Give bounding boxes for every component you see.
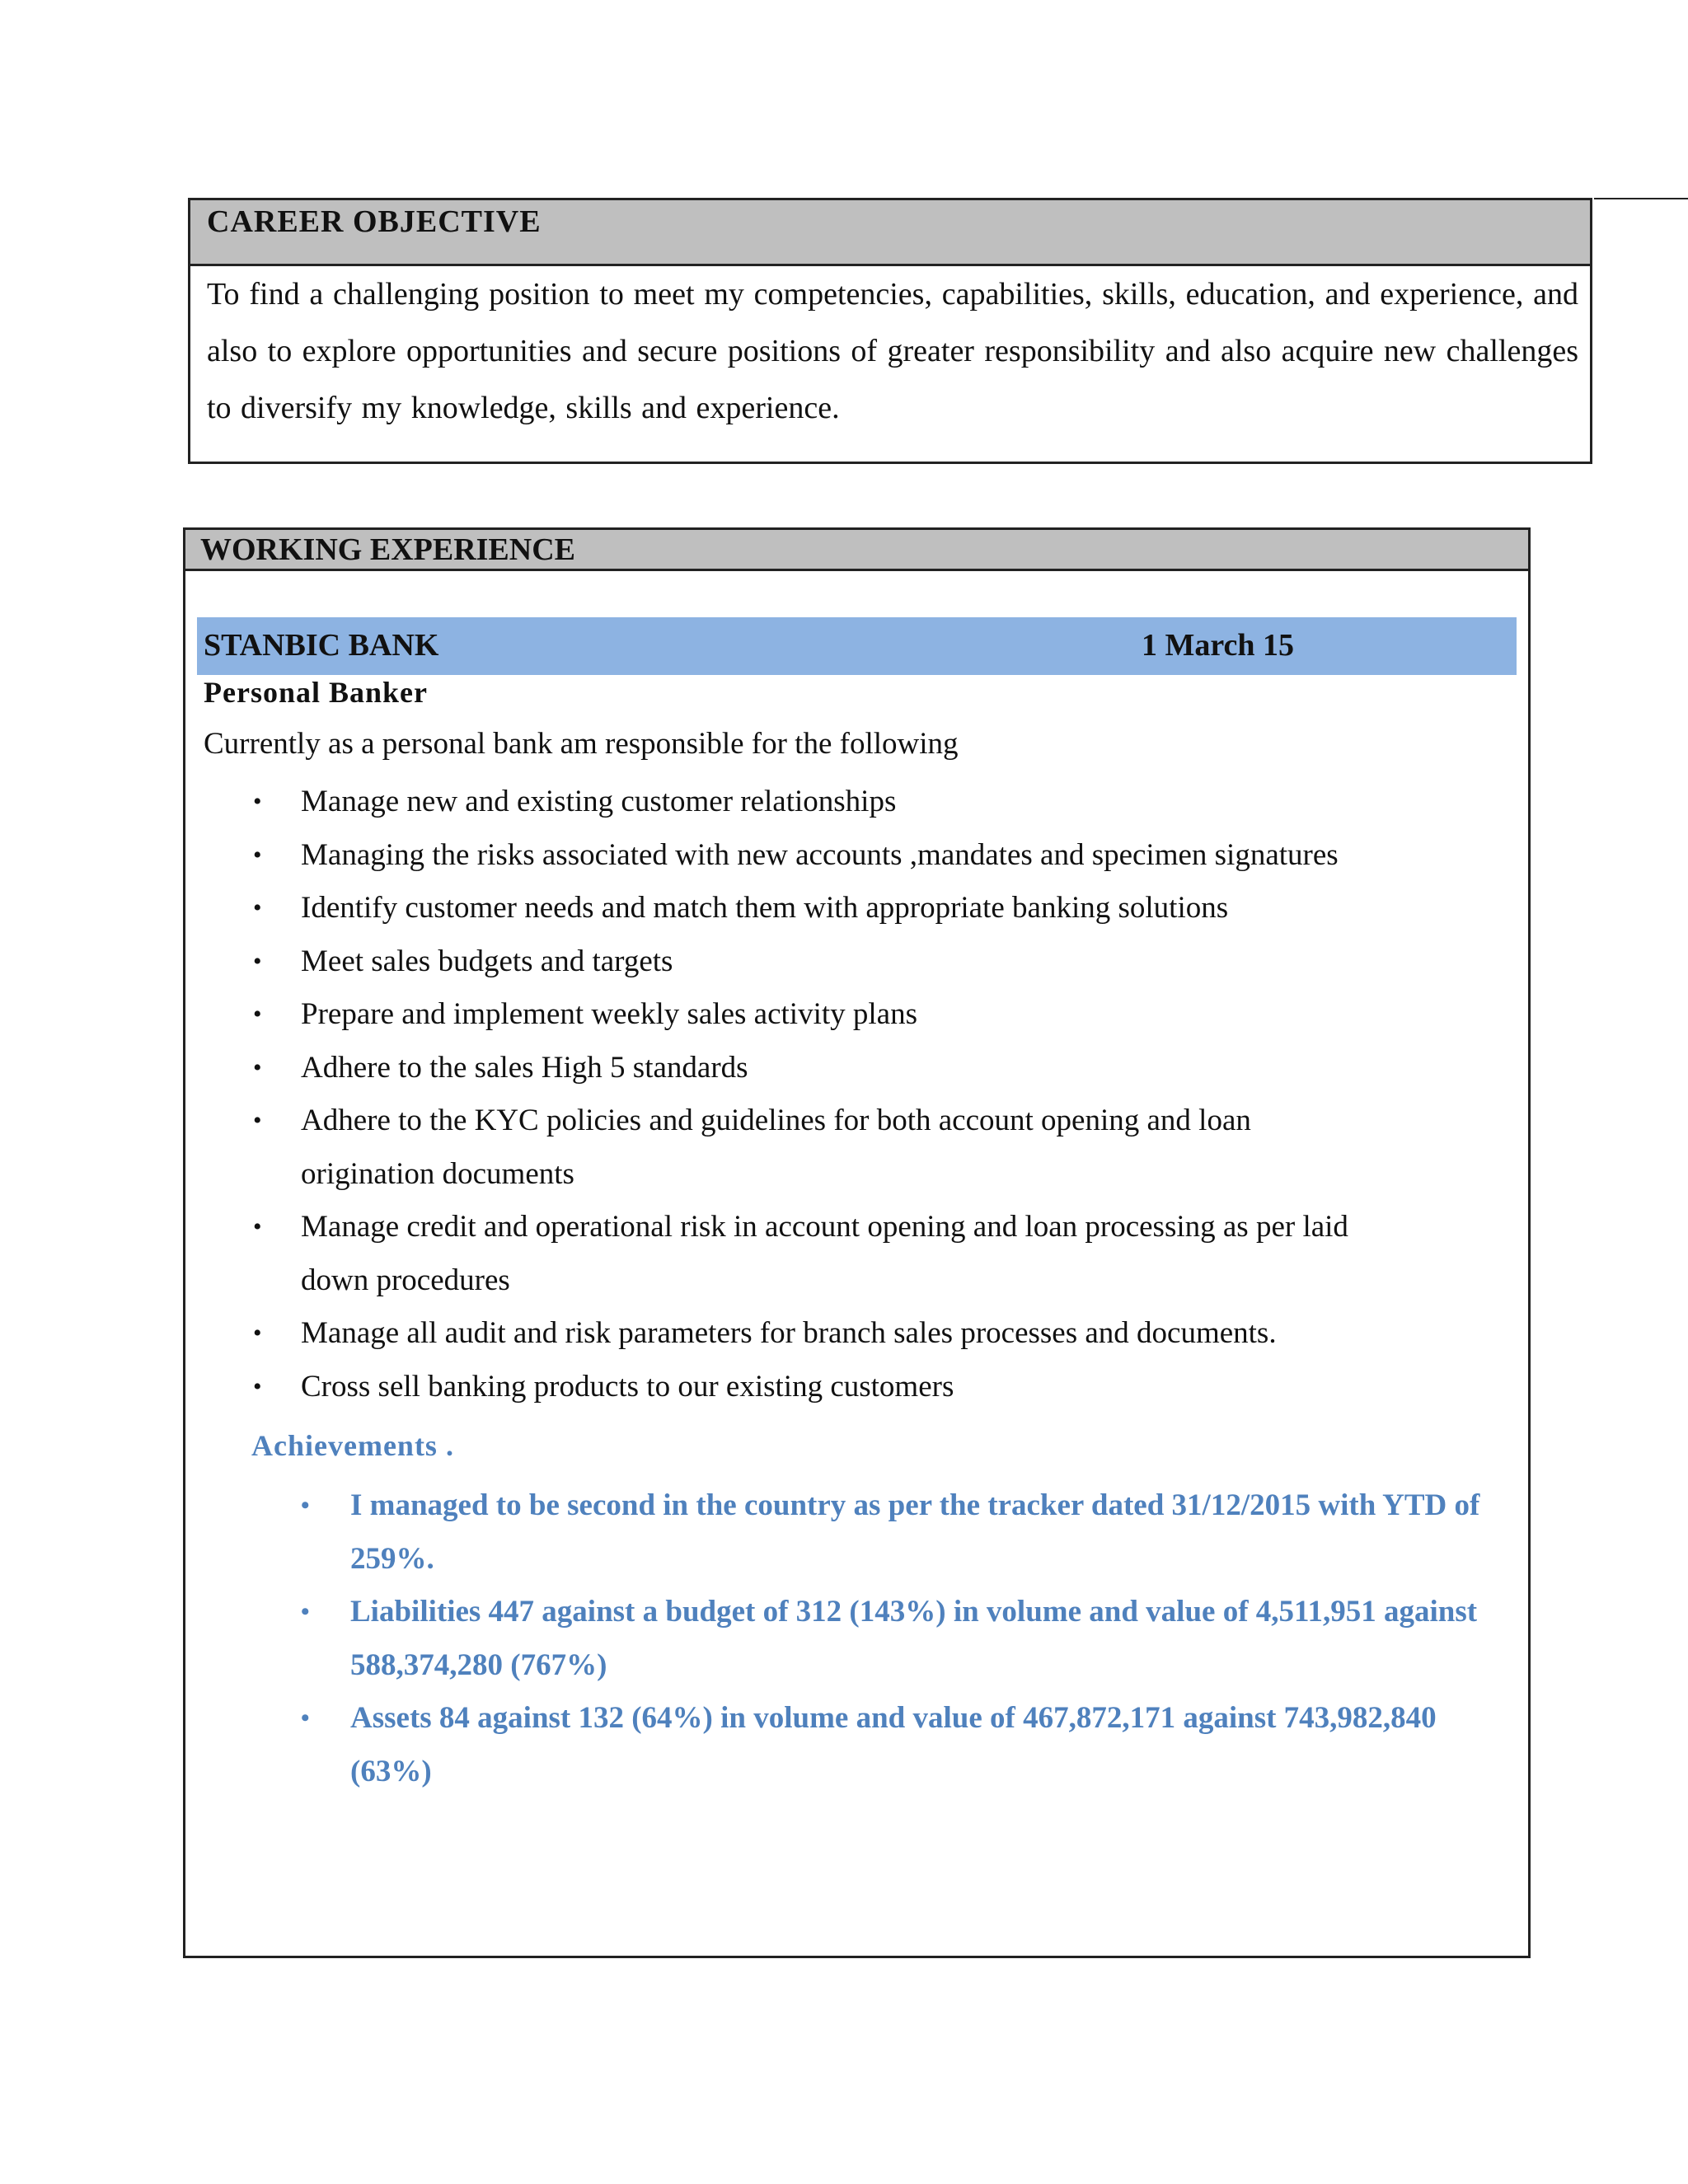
bullet-icon: • xyxy=(253,1001,262,1028)
bullet-icon: • xyxy=(253,947,262,975)
list-item: • Liabilities 447 against a budget of 312 (143%) in volume and value of 4,511,951 against 588,374,280 (767%) xyxy=(185,1586,1504,1692)
list-item: • Adhere to the KYC policies and guidelines for both account opening and loan origination documents xyxy=(185,1094,1471,1201)
achievements-title: Achievements . xyxy=(251,1429,454,1462)
working-experience-title: WORKING EXPERIENCE xyxy=(200,532,575,567)
list-item: • I managed to be second in the country as per the tracker dated 31/12/2015 with YTD of 259%. xyxy=(185,1479,1504,1586)
bullet-icon: • xyxy=(253,1213,262,1240)
employer-name: STANBIC BANK xyxy=(204,628,439,663)
header-rule xyxy=(1594,198,1688,199)
list-item: • Identify customer needs and match them with appropriate banking solutions xyxy=(185,882,1471,935)
bullet-icon: • xyxy=(301,1492,310,1519)
duties-list xyxy=(185,776,1504,1413)
list-item: • Cross sell banking products to our existing customers xyxy=(185,1361,1471,1414)
achievements-list xyxy=(185,1479,1504,1798)
bullet-icon: • xyxy=(253,1319,262,1347)
list-item: • Managing the risks associated with new accounts ,mandates and specimen signatures xyxy=(185,829,1471,883)
working-experience-header xyxy=(185,530,1528,571)
bullet-icon: • xyxy=(253,841,262,869)
employer-bar xyxy=(197,617,1517,675)
employment-date: 1 March 15 xyxy=(1142,628,1295,663)
list-item: • Manage all audit and risk parameters for branch sales processes and documents. xyxy=(185,1307,1471,1361)
list-item: • Manage credit and operational risk in account opening and loan processing as per laid down procedures xyxy=(185,1201,1471,1307)
bullet-icon: • xyxy=(253,1107,262,1134)
bullet-icon: • xyxy=(253,788,262,815)
job-title: Personal Banker xyxy=(204,676,428,709)
bullet-icon: • xyxy=(301,1704,310,1732)
bullet-icon: • xyxy=(253,894,262,921)
career-objective-title: CAREER OBJECTIVE xyxy=(207,204,542,239)
list-item: • Meet sales budgets and targets xyxy=(185,935,1471,989)
working-experience-section xyxy=(183,527,1531,1958)
list-item: • Assets 84 against 132 (64%) in volume and value of 467,872,171 against 743,982,840 (63%) xyxy=(185,1692,1504,1798)
bullet-icon: • xyxy=(253,1053,262,1081)
bullet-icon: • xyxy=(253,1372,262,1400)
bullet-icon: • xyxy=(301,1598,310,1625)
list-item: • Manage new and existing customer relationships xyxy=(185,776,1471,829)
career-objective-header xyxy=(190,200,1590,266)
responsibilities-intro: Currently as a personal bank am responsible for the following xyxy=(204,727,959,761)
career-objective-text: To find a challenging position to meet my competencies, capabilities, skills, education, and experience, and also to explore opportunities and secure positions of greater responsibility and also acquire new challenges to diversify my knowledge, skills and experience. xyxy=(207,277,1578,425)
list-item: • Adhere to the sales High 5 standards xyxy=(185,1042,1471,1095)
list-item: • Prepare and implement weekly sales activity plans xyxy=(185,988,1471,1042)
career-objective-section xyxy=(188,198,1592,464)
